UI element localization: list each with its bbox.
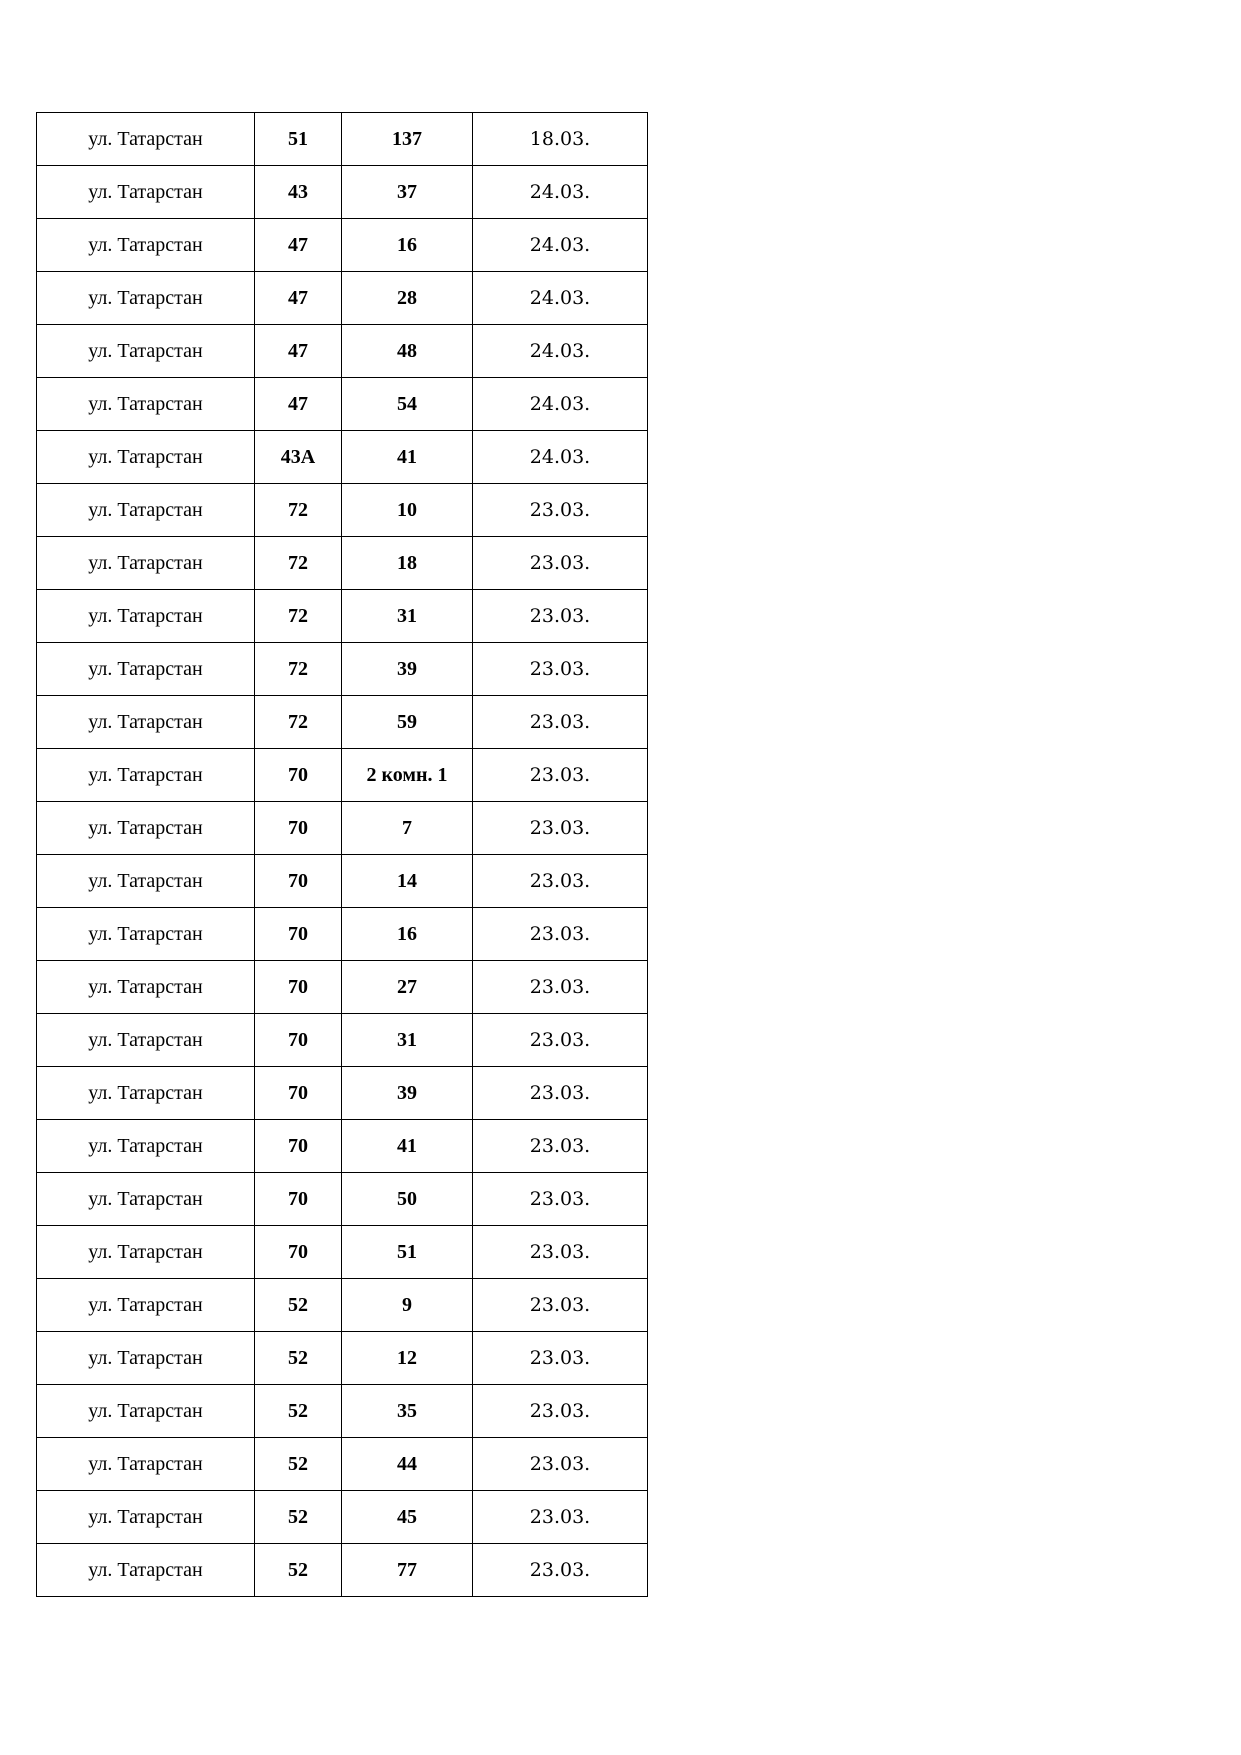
house-number-cell: 47 bbox=[255, 378, 342, 431]
table-row bbox=[37, 1438, 648, 1491]
street-cell: ул. Татарстан bbox=[37, 1438, 255, 1491]
table-row bbox=[37, 1544, 648, 1597]
apartment-number-cell: 137 bbox=[342, 113, 473, 166]
apartment-number-cell: 16 bbox=[342, 219, 473, 272]
street-cell: ул. Татарстан bbox=[37, 219, 255, 272]
table-row bbox=[37, 696, 648, 749]
street-cell: ул. Татарстан bbox=[37, 166, 255, 219]
table-row bbox=[37, 1279, 648, 1332]
apartment-number-cell: 41 bbox=[342, 431, 473, 484]
apartment-number-cell: 37 bbox=[342, 166, 473, 219]
apartment-number-cell: 39 bbox=[342, 643, 473, 696]
date-cell: 24.03. bbox=[473, 325, 648, 378]
date-cell: 24.03. bbox=[473, 272, 648, 325]
street-cell: ул. Татарстан bbox=[37, 908, 255, 961]
street-cell: ул. Татарстан bbox=[37, 749, 255, 802]
table-row bbox=[37, 378, 648, 431]
date-cell: 23.03. bbox=[473, 1491, 648, 1544]
house-number-cell: 70 bbox=[255, 1067, 342, 1120]
table-row bbox=[37, 1173, 648, 1226]
street-cell: ул. Татарстан bbox=[37, 855, 255, 908]
date-cell: 18.03. bbox=[473, 113, 648, 166]
house-number-cell: 72 bbox=[255, 537, 342, 590]
table-row bbox=[37, 1385, 648, 1438]
date-cell: 23.03. bbox=[473, 1385, 648, 1438]
address-table bbox=[36, 112, 648, 1597]
street-cell: ул. Татарстан bbox=[37, 1544, 255, 1597]
house-number-cell: 70 bbox=[255, 1226, 342, 1279]
apartment-number-cell: 27 bbox=[342, 961, 473, 1014]
table-row bbox=[37, 1067, 648, 1120]
street-cell: ул. Татарстан bbox=[37, 431, 255, 484]
date-cell: 23.03. bbox=[473, 1173, 648, 1226]
apartment-number-cell: 7 bbox=[342, 802, 473, 855]
apartment-number-cell: 31 bbox=[342, 1014, 473, 1067]
date-cell: 23.03. bbox=[473, 1544, 648, 1597]
table-row bbox=[37, 272, 648, 325]
table-row bbox=[37, 590, 648, 643]
apartment-number-cell: 35 bbox=[342, 1385, 473, 1438]
street-cell: ул. Татарстан bbox=[37, 696, 255, 749]
apartment-number-cell: 45 bbox=[342, 1491, 473, 1544]
house-number-cell: 72 bbox=[255, 590, 342, 643]
house-number-cell: 47 bbox=[255, 272, 342, 325]
house-number-cell: 52 bbox=[255, 1279, 342, 1332]
apartment-number-cell: 77 bbox=[342, 1544, 473, 1597]
street-cell: ул. Татарстан bbox=[37, 1385, 255, 1438]
apartment-number-cell: 48 bbox=[342, 325, 473, 378]
apartment-number-cell: 2 комн. 1 bbox=[342, 749, 473, 802]
table-row bbox=[37, 166, 648, 219]
street-cell: ул. Татарстан bbox=[37, 1279, 255, 1332]
table-row bbox=[37, 537, 648, 590]
street-cell: ул. Татарстан bbox=[37, 590, 255, 643]
street-cell: ул. Татарстан bbox=[37, 1226, 255, 1279]
street-cell: ул. Татарстан bbox=[37, 961, 255, 1014]
apartment-number-cell: 10 bbox=[342, 484, 473, 537]
street-cell: ул. Татарстан bbox=[37, 1173, 255, 1226]
street-cell: ул. Татарстан bbox=[37, 1120, 255, 1173]
table-row bbox=[37, 1491, 648, 1544]
table-row bbox=[37, 855, 648, 908]
house-number-cell: 72 bbox=[255, 484, 342, 537]
street-cell: ул. Татарстан bbox=[37, 1332, 255, 1385]
apartment-number-cell: 39 bbox=[342, 1067, 473, 1120]
house-number-cell: 70 bbox=[255, 1014, 342, 1067]
date-cell: 23.03. bbox=[473, 484, 648, 537]
street-cell: ул. Татарстан bbox=[37, 325, 255, 378]
date-cell: 23.03. bbox=[473, 1067, 648, 1120]
table-row bbox=[37, 749, 648, 802]
street-cell: ул. Татарстан bbox=[37, 378, 255, 431]
apartment-number-cell: 12 bbox=[342, 1332, 473, 1385]
table-row bbox=[37, 219, 648, 272]
house-number-cell: 52 bbox=[255, 1332, 342, 1385]
apartment-number-cell: 9 bbox=[342, 1279, 473, 1332]
table-row bbox=[37, 431, 648, 484]
house-number-cell: 51 bbox=[255, 113, 342, 166]
apartment-number-cell: 28 bbox=[342, 272, 473, 325]
date-cell: 24.03. bbox=[473, 219, 648, 272]
apartment-number-cell: 16 bbox=[342, 908, 473, 961]
table-row bbox=[37, 1014, 648, 1067]
house-number-cell: 52 bbox=[255, 1491, 342, 1544]
date-cell: 24.03. bbox=[473, 431, 648, 484]
house-number-cell: 47 bbox=[255, 219, 342, 272]
table-row bbox=[37, 1120, 648, 1173]
street-cell: ул. Татарстан bbox=[37, 1067, 255, 1120]
apartment-number-cell: 50 bbox=[342, 1173, 473, 1226]
apartment-number-cell: 14 bbox=[342, 855, 473, 908]
date-cell: 23.03. bbox=[473, 537, 648, 590]
date-cell: 23.03. bbox=[473, 1014, 648, 1067]
house-number-cell: 70 bbox=[255, 961, 342, 1014]
street-cell: ул. Татарстан bbox=[37, 643, 255, 696]
date-cell: 24.03. bbox=[473, 166, 648, 219]
street-cell: ул. Татарстан bbox=[37, 113, 255, 166]
house-number-cell: 52 bbox=[255, 1544, 342, 1597]
house-number-cell: 52 bbox=[255, 1385, 342, 1438]
house-number-cell: 52 bbox=[255, 1438, 342, 1491]
apartment-number-cell: 18 bbox=[342, 537, 473, 590]
date-cell: 23.03. bbox=[473, 1438, 648, 1491]
house-number-cell: 43 bbox=[255, 166, 342, 219]
date-cell: 23.03. bbox=[473, 1279, 648, 1332]
date-cell: 23.03. bbox=[473, 1226, 648, 1279]
date-cell: 23.03. bbox=[473, 696, 648, 749]
date-cell: 23.03. bbox=[473, 590, 648, 643]
table-row bbox=[37, 484, 648, 537]
house-number-cell: 72 bbox=[255, 696, 342, 749]
house-number-cell: 70 bbox=[255, 855, 342, 908]
street-cell: ул. Татарстан bbox=[37, 537, 255, 590]
date-cell: 23.03. bbox=[473, 1332, 648, 1385]
apartment-number-cell: 41 bbox=[342, 1120, 473, 1173]
table-row bbox=[37, 1332, 648, 1385]
table-row bbox=[37, 113, 648, 166]
date-cell: 23.03. bbox=[473, 802, 648, 855]
house-number-cell: 70 bbox=[255, 749, 342, 802]
house-number-cell: 70 bbox=[255, 908, 342, 961]
date-cell: 24.03. bbox=[473, 378, 648, 431]
table-row bbox=[37, 643, 648, 696]
house-number-cell: 70 bbox=[255, 1173, 342, 1226]
apartment-number-cell: 31 bbox=[342, 590, 473, 643]
apartment-number-cell: 59 bbox=[342, 696, 473, 749]
apartment-number-cell: 51 bbox=[342, 1226, 473, 1279]
street-cell: ул. Татарстан bbox=[37, 272, 255, 325]
date-cell: 23.03. bbox=[473, 908, 648, 961]
street-cell: ул. Татарстан bbox=[37, 802, 255, 855]
date-cell: 23.03. bbox=[473, 1120, 648, 1173]
house-number-cell: 72 bbox=[255, 643, 342, 696]
street-cell: ул. Татарстан bbox=[37, 1491, 255, 1544]
table-row bbox=[37, 1226, 648, 1279]
date-cell: 23.03. bbox=[473, 643, 648, 696]
house-number-cell: 70 bbox=[255, 1120, 342, 1173]
apartment-number-cell: 54 bbox=[342, 378, 473, 431]
address-table-body bbox=[37, 113, 648, 1597]
street-cell: ул. Татарстан bbox=[37, 484, 255, 537]
street-cell: ул. Татарстан bbox=[37, 1014, 255, 1067]
apartment-number-cell: 44 bbox=[342, 1438, 473, 1491]
house-number-cell: 70 bbox=[255, 802, 342, 855]
table-row bbox=[37, 802, 648, 855]
date-cell: 23.03. bbox=[473, 961, 648, 1014]
date-cell: 23.03. bbox=[473, 855, 648, 908]
table-row bbox=[37, 908, 648, 961]
table-row bbox=[37, 325, 648, 378]
date-cell: 23.03. bbox=[473, 749, 648, 802]
house-number-cell: 43А bbox=[255, 431, 342, 484]
house-number-cell: 47 bbox=[255, 325, 342, 378]
table-row bbox=[37, 961, 648, 1014]
